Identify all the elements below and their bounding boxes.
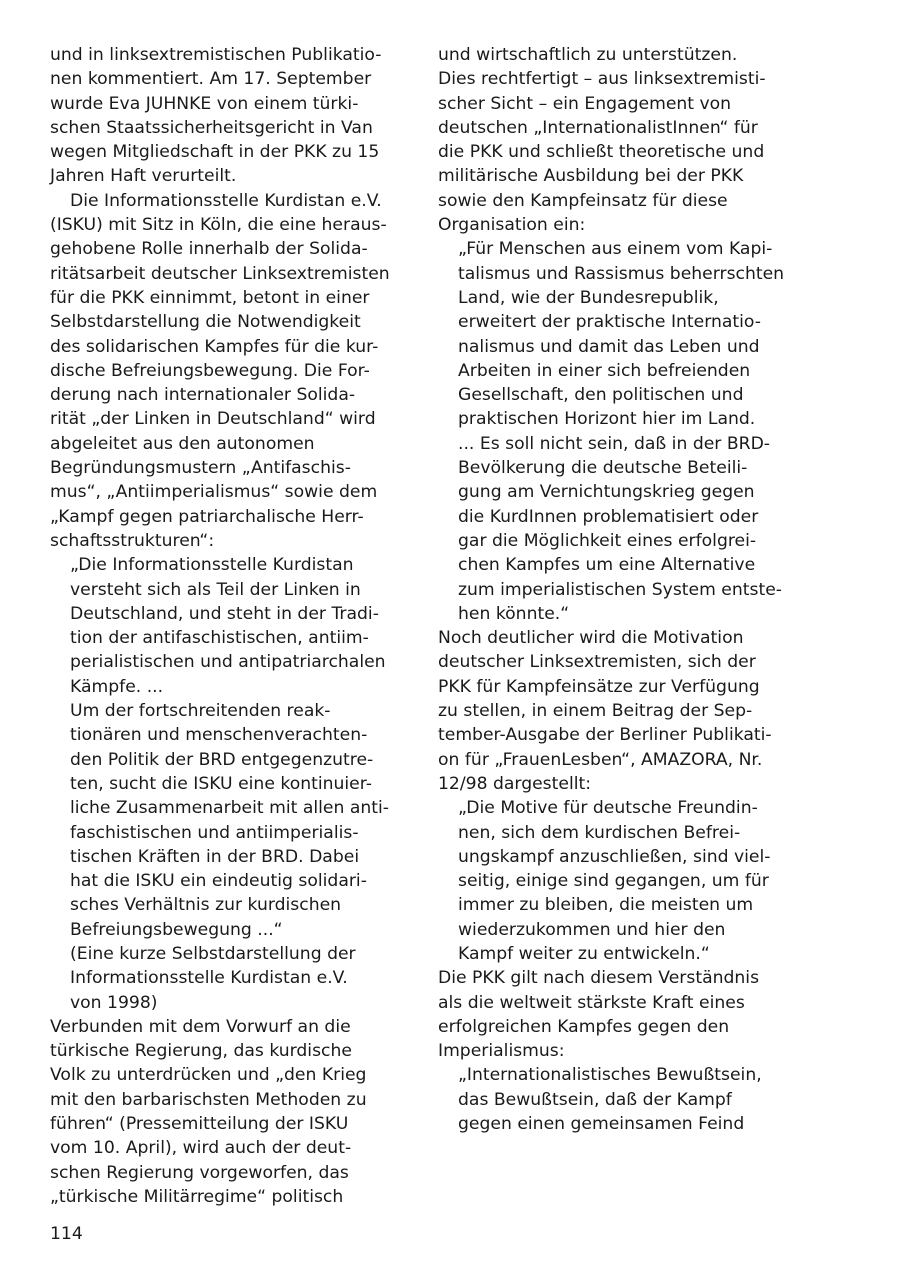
- text-line: dische Befreiungsbewegung. Die For-: [50, 360, 370, 381]
- quote-line: sches Verhältnis zur kurdischen: [70, 895, 342, 916]
- text-line: rität „der Linken in Deutschland“ wird: [50, 409, 376, 430]
- quote-line: tionären und menschenverachten-: [70, 725, 368, 746]
- text-line: „türkische Militärregime“ politisch: [50, 1186, 344, 1207]
- text-line: militärische Ausbildung bei der PKK: [438, 166, 744, 187]
- text-line: Die PKK gilt nach diesem Verständnis: [438, 968, 760, 989]
- quote-line: Um der fortschreitenden reak-: [70, 701, 331, 722]
- text-line: Die Informationsstelle Kurdistan e.V.: [70, 190, 382, 211]
- text-line: mit den barbarischsten Methoden zu: [50, 1089, 367, 1110]
- text-line: Organisation ein:: [438, 215, 586, 236]
- quote-line: Bevölkerung die deutsche Beteili-: [458, 458, 748, 479]
- text-line: Dies rechtfertigt – aus linksextremisti-: [438, 69, 766, 90]
- text-line: nen kommentiert. Am 17. September: [50, 69, 372, 90]
- quote-line: gung am Vernichtungskrieg gegen: [458, 482, 755, 503]
- text-line: „Kampf gegen patriarchalische Herr-: [50, 506, 364, 527]
- text-line: schen Regierung vorgeworfen, das: [50, 1162, 349, 1183]
- text-line: mus“, „Antiimperialismus“ sowie dem: [50, 482, 378, 503]
- text-line: ritätsarbeit deutscher Linksextremisten: [50, 263, 390, 284]
- quote-line: Land, wie der Bundesrepublik,: [458, 287, 719, 308]
- quote-line: Kampf weiter zu entwickeln.“: [458, 943, 710, 964]
- text-line: Noch deutlicher wird die Motivation: [438, 628, 744, 649]
- text-line: sowie den Kampfeinsatz für diese: [438, 190, 728, 211]
- quote-line: Deutschland, und steht in der Tradi-: [70, 603, 379, 624]
- quote-line: ten, sucht die ISKU eine kontinuier-: [70, 773, 372, 794]
- text-line: und wirtschaftlich zu unterstützen.: [438, 45, 738, 65]
- text-line: und in linksextremistischen Publikatio-: [50, 45, 382, 65]
- text-line: Jahren Haft verurteilt.: [50, 166, 237, 187]
- quote-line: das Bewußtsein, daß der Kampf: [458, 1089, 732, 1110]
- text-line: des solidarischen Kampfes für die kur-: [50, 336, 379, 357]
- quote-line: Kämpfe. ...: [70, 676, 164, 697]
- right-text-column: [438, 43, 818, 1136]
- text-line: schaftsstrukturen“:: [50, 530, 215, 551]
- text-line: zu stellen, in einem Beitrag der Sep-: [438, 701, 753, 722]
- text-line: PKK für Kampfeinsätze zur Verfügung: [438, 676, 760, 697]
- text-line: derung nach internationaler Solida-: [50, 385, 356, 406]
- quote-line: tion der antifaschistischen, antiim-: [70, 628, 369, 649]
- text-line: als die weltweit stärkste Kraft eines: [438, 992, 745, 1013]
- text-line: die PKK und schließt theoretische und: [438, 142, 765, 163]
- quote-line: hat die ISKU ein eindeutig solidari-: [70, 871, 367, 892]
- quote-line: Informationsstelle Kurdistan e.V.: [70, 968, 348, 989]
- text-line: (ISKU) mit Sitz in Köln, die eine heraus-: [50, 215, 387, 236]
- text-line: tember-Ausgabe der Berliner Publikati-: [438, 725, 772, 746]
- text-line: gehobene Rolle innerhalb der Solida-: [50, 239, 368, 260]
- quote-line: versteht sich als Teil der Linken in: [70, 579, 361, 600]
- quote-line: zum imperialistischen System entste-: [458, 579, 782, 600]
- text-line: Volk zu unterdrücken und „den Krieg: [50, 1065, 367, 1086]
- quote-line: ungskampf anzuschließen, sind viel-: [458, 846, 771, 867]
- quote-line: „Für Menschen aus einem vom Kapi-: [458, 239, 773, 260]
- text-line: türkische Regierung, das kurdische: [50, 1041, 352, 1062]
- quote-line: „Die Motive für deutsche Freundin-: [458, 798, 758, 819]
- quote-line: Befreiungsbewegung ...“: [70, 919, 283, 940]
- text-line: führen“ (Pressemitteilung der ISKU: [50, 1114, 349, 1135]
- text-line: Verbunden mit dem Vorwurf an die: [50, 1016, 351, 1037]
- quote-line: praktischen Horizont hier im Land.: [458, 409, 756, 430]
- text-line: abgeleitet aus den autonomen: [50, 433, 315, 454]
- quote-line: liche Zusammenarbeit mit allen anti-: [70, 798, 389, 819]
- text-line: deutschen „InternationalistInnen“ für: [438, 117, 758, 138]
- quote-line: von 1998): [70, 992, 158, 1013]
- quote-line: gegen einen gemeinsamen Feind: [458, 1114, 745, 1135]
- text-line: deutscher Linksextremisten, sich der: [438, 652, 756, 673]
- quote-line: nen, sich dem kurdischen Befrei-: [458, 822, 741, 843]
- text-line: für die PKK einnimmt, betont in einer: [50, 287, 370, 308]
- quote-line: den Politik der BRD entgegenzutre-: [70, 749, 374, 770]
- quote-line: chen Kampfes um eine Alternative: [458, 555, 756, 576]
- quote-line: seitig, einige sind gegangen, um für: [458, 871, 769, 892]
- text-line: schen Staatssicherheitsgericht in Van: [50, 117, 373, 138]
- quote-line: Gesellschaft, den politischen und: [458, 385, 744, 406]
- quote-line: erweitert der praktische Internatio-: [458, 312, 761, 333]
- quote-line: tischen Kräften in der BRD. Dabei: [70, 846, 360, 867]
- quote-line: die KurdInnen problematisiert oder: [458, 506, 759, 527]
- left-text-column: [50, 43, 420, 1209]
- text-line: Imperialismus:: [438, 1041, 565, 1062]
- quote-line: hen könnte.“: [458, 603, 570, 624]
- quote-line: (Eine kurze Selbstdarstellung der: [70, 943, 356, 964]
- text-line: scher Sicht – ein Engagement von: [438, 93, 732, 114]
- quote-line: „Die Informationsstelle Kurdistan: [70, 555, 354, 576]
- quote-line: ... Es soll nicht sein, daß in der BRD-: [458, 433, 771, 454]
- quote-line: perialistischen und antipatriarchalen: [70, 652, 386, 673]
- text-line: 12/98 dargestellt:: [438, 773, 592, 794]
- text-line: Begründungsmustern „Antifaschis-: [50, 458, 351, 479]
- text-line: vom 10. April), wird auch der deut-: [50, 1138, 352, 1159]
- quote-line: immer zu bleiben, die meisten um: [458, 895, 754, 916]
- quote-line: wiederzukommen und hier den: [458, 919, 726, 940]
- quote-line: gar die Möglichkeit eines erfolgrei-: [458, 530, 757, 551]
- quote-line: Arbeiten in einer sich befreienden: [458, 360, 751, 381]
- quote-line: faschistischen und antiimperialis-: [70, 822, 359, 843]
- text-line: wurde Eva JUHNKE von einem türki-: [50, 93, 359, 114]
- quote-line: „Internationalistisches Bewußtsein,: [458, 1065, 762, 1086]
- text-line: wegen Mitgliedschaft in der PKK zu 15: [50, 142, 380, 163]
- text-line: on für „FrauenLesben“, AMAZORA, Nr.: [438, 749, 763, 770]
- text-line: Selbstdarstellung die Notwendigkeit: [50, 312, 361, 333]
- quote-line: talismus und Rassismus beherrschten: [458, 263, 785, 284]
- text-line: erfolgreichen Kampfes gegen den: [438, 1016, 730, 1037]
- quote-line: nalismus und damit das Leben und: [458, 336, 760, 357]
- page-number: 114: [50, 1224, 83, 1244]
